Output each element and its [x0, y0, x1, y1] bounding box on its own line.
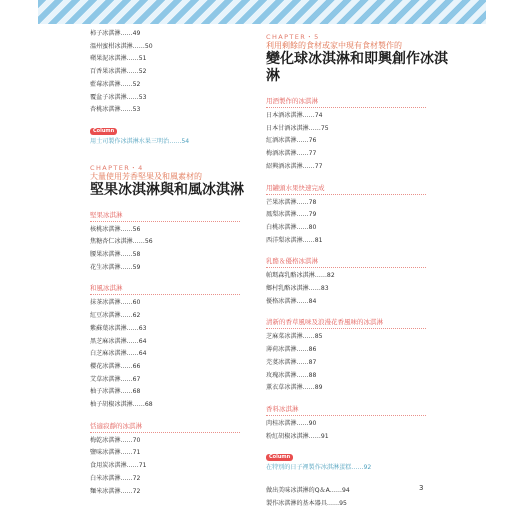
toc-entry[interactable]: 艾草冰淇淋……67 [90, 375, 141, 383]
toc-left-column [90, 28, 260, 498]
toc-entry[interactable]: 紅酒冰淇淋……76 [266, 137, 317, 145]
toc-entry[interactable]: 溫州蜜柑冰淇淋……50 [90, 42, 153, 50]
toc-entry[interactable]: 製作冰淇淋的基本器具……95 [266, 499, 347, 507]
toc-entry[interactable]: 鳳梨冰淇淋……79 [266, 211, 317, 219]
toc-entry[interactable]: 柚子胡椒冰淇淋……68 [90, 401, 153, 409]
toc-entry[interactable]: 梅酒冰淇淋……77 [266, 150, 317, 158]
chapter-subtitle: 利用剩餘的食材或家中現有食材製作的 [266, 41, 402, 50]
toc-entry[interactable]: 藍莓冰淇淋……52 [90, 80, 141, 88]
toc-entry[interactable]: 優格冰淇淋……84 [266, 297, 317, 305]
toc-entry[interactable]: 帕瑪森乳酪冰淇淋……82 [266, 272, 335, 280]
chapter-title: 堅果冰淇淋與和風冰淇淋 [90, 181, 244, 198]
toc-entry[interactable]: 白桃冰淇淋……80 [266, 223, 317, 231]
toc-entry[interactable]: 做出美味冰淇淋的Q＆A……94 [266, 487, 350, 495]
toc-entry[interactable]: 抹茶冰淇淋……60 [90, 299, 141, 307]
toc-entry[interactable]: 蘋果泥冰淇淋……51 [90, 55, 147, 63]
toc-entry[interactable]: 櫻花冰淇淋……66 [90, 362, 141, 370]
section-heading: 和風冰淇淋 [90, 284, 260, 295]
toc-entry[interactable]: 粉紅胡椒冰淇淋……91 [266, 432, 329, 440]
section-heading: 堅果冰淇淋 [90, 211, 260, 222]
section-heading: 香料冰淇淋 [266, 405, 456, 416]
toc-entry[interactable]: 麵米冰淇淋……72 [90, 487, 141, 495]
toc-entry[interactable]: 紫蘇葉冰淇淋……63 [90, 324, 147, 332]
section-heading: 清新的香草風味及浪漫花香風味的冰淇淋 [266, 318, 456, 329]
toc-entry[interactable]: 芒果冰淇淋……78 [266, 198, 317, 206]
toc-entry[interactable]: 腰果冰淇淋……58 [90, 251, 141, 259]
chapter-label: CHAPTER・4 [90, 163, 144, 172]
spacer [266, 475, 456, 485]
column-badge: Column [266, 454, 293, 461]
toc-entry[interactable]: 食用炭冰淇淋……71 [90, 462, 147, 470]
column-badge: Column [90, 128, 117, 135]
toc-entry[interactable]: 薄荷冰淇淋……86 [266, 346, 317, 354]
toc-entry[interactable]: 白米冰淇淋……72 [90, 474, 141, 482]
toc-entry[interactable]: 核桃冰淇淋……56 [90, 225, 141, 233]
section-heading: 乳酪＆優格冰淇淋 [266, 257, 456, 268]
toc-entry[interactable]: 玫瑰冰淇淋……88 [266, 371, 317, 379]
toc-entry[interactable]: 西洋梨冰淇淋……81 [266, 236, 323, 244]
section-heading: 用酒製作的冰淇淋 [266, 97, 456, 108]
toc-entry[interactable]: 日本酒冰淇淋……74 [266, 112, 323, 119]
decorative-stripe-banner [38, 0, 486, 24]
section-heading: 用罐頭水果快速完成 [266, 184, 456, 195]
toc-entry[interactable]: 覆盆子冰淇淋……53 [90, 93, 147, 101]
toc-entry[interactable]: 芫荽冰淇淋……87 [266, 358, 317, 366]
toc-entry[interactable]: 焦糖杏仁冰淇淋……56 [90, 238, 153, 246]
toc-entry[interactable]: 芝麻菜冰淇淋……85 [266, 333, 323, 341]
toc-entry[interactable]: 花生冰淇淋……59 [90, 263, 141, 271]
toc-right-column [266, 28, 456, 510]
chapter-label: CHAPTER・5 [266, 33, 320, 41]
toc-entry[interactable]: 百香果冰淇淋……52 [90, 68, 147, 76]
toc-entry[interactable]: 日本甘酒冰淇淋……75 [266, 124, 329, 132]
toc-entry[interactable]: 白芝麻冰淇淋……64 [90, 350, 147, 358]
toc-list-fruit-continued [90, 28, 260, 117]
toc-entry[interactable]: 梅乾冰淇淋……70 [90, 436, 141, 444]
toc-entry[interactable]: 紅豆冰淇淋……62 [90, 312, 141, 320]
toc-entry[interactable]: 杏桃冰淇淋……53 [90, 106, 141, 114]
toc-entry[interactable]: 鹽味冰淇淋……71 [90, 449, 141, 457]
toc-entry-column[interactable]: 在特別的日子裡製作冰淇淋蛋糕……92 [266, 464, 372, 472]
toc-entry[interactable]: 薰衣草冰淇淋……89 [266, 384, 323, 392]
chapter-title: 變化球冰淇淋和即興創作冰淇淋 [266, 51, 448, 84]
toc-entry[interactable]: 鄉村乳酪冰淇淋……83 [266, 285, 329, 293]
page-number: 3 [419, 484, 424, 492]
toc-entry[interactable]: 柿子冰淇淋……49 [90, 30, 141, 37]
toc-entry-column[interactable]: 用土司製作冰淇淋水果三明治……54 [90, 137, 190, 145]
toc-entry[interactable]: 紹興酒冰淇淋……77 [266, 162, 323, 170]
toc-entry[interactable]: 柚子冰淇淋……68 [90, 388, 141, 396]
toc-entry[interactable]: 黑芝麻冰淇淋……64 [90, 337, 147, 345]
toc-entry[interactable]: 肉桂冰淇淋……90 [266, 419, 317, 427]
chapter-subtitle: 大量使用芳香堅果及和風素材的 [90, 171, 202, 181]
section-heading: 恬適寂靜的冰淇淋 [90, 422, 260, 433]
